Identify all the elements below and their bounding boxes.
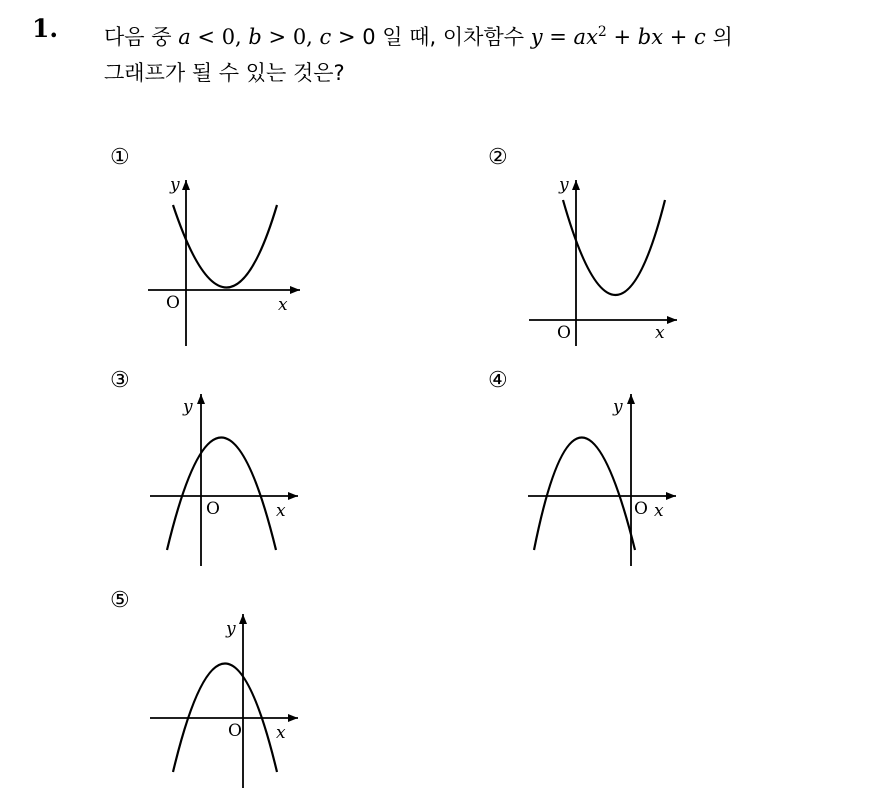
y-axis-arrow <box>197 394 205 404</box>
x-axis-arrow <box>667 316 677 324</box>
origin-label: O <box>206 499 220 519</box>
question-number: 1. <box>32 14 59 43</box>
y-axis-arrow <box>182 180 190 190</box>
x-axis-arrow <box>288 492 298 500</box>
y-axis-arrow <box>627 394 635 404</box>
y-axis-label: y <box>226 619 236 639</box>
question-line-1: 다음 중 a < 0, b > 0, c > 0 일 때, 이차함수 $y = ax^2$ + bx + c 의 <box>104 24 733 49</box>
parabola <box>167 438 276 551</box>
parabola <box>563 200 665 295</box>
choice-5-label[interactable]: ⑤ <box>110 588 130 613</box>
choice-3-label[interactable]: ③ <box>110 368 130 393</box>
choice-3-graph <box>140 390 310 570</box>
choice-1-graph <box>140 170 310 350</box>
y-axis-label: y <box>170 175 180 195</box>
choice-4-graph <box>520 390 690 570</box>
x-axis-label: x <box>278 295 288 315</box>
x-axis-label: x <box>276 501 286 521</box>
x-axis-arrow <box>290 286 300 294</box>
x-axis-label: x <box>655 323 665 343</box>
y-axis-label: y <box>183 397 193 417</box>
question-text <box>104 14 874 91</box>
origin-label: O <box>634 499 648 519</box>
choice-2-label[interactable]: ② <box>488 145 508 170</box>
origin-label: O <box>228 721 242 741</box>
choice-4-label[interactable]: ④ <box>488 368 508 393</box>
x-axis-label: x <box>276 723 286 743</box>
y-axis-arrow <box>239 614 247 624</box>
choice-2-graph <box>525 170 695 350</box>
y-axis-arrow <box>572 180 580 190</box>
parabola <box>173 205 277 288</box>
x-axis-arrow <box>666 492 676 500</box>
y-axis-label: y <box>559 175 569 195</box>
x-axis-label: x <box>654 501 664 521</box>
y-axis-label: y <box>613 397 623 417</box>
choice-5-graph <box>140 610 310 789</box>
origin-label: O <box>166 293 180 313</box>
x-axis-arrow <box>288 714 298 722</box>
choice-1-label[interactable]: ① <box>110 145 130 170</box>
question-line-2: 그래프가 될 수 있는 것은? <box>104 61 345 85</box>
origin-label: O <box>557 323 571 343</box>
parabola <box>534 438 635 551</box>
